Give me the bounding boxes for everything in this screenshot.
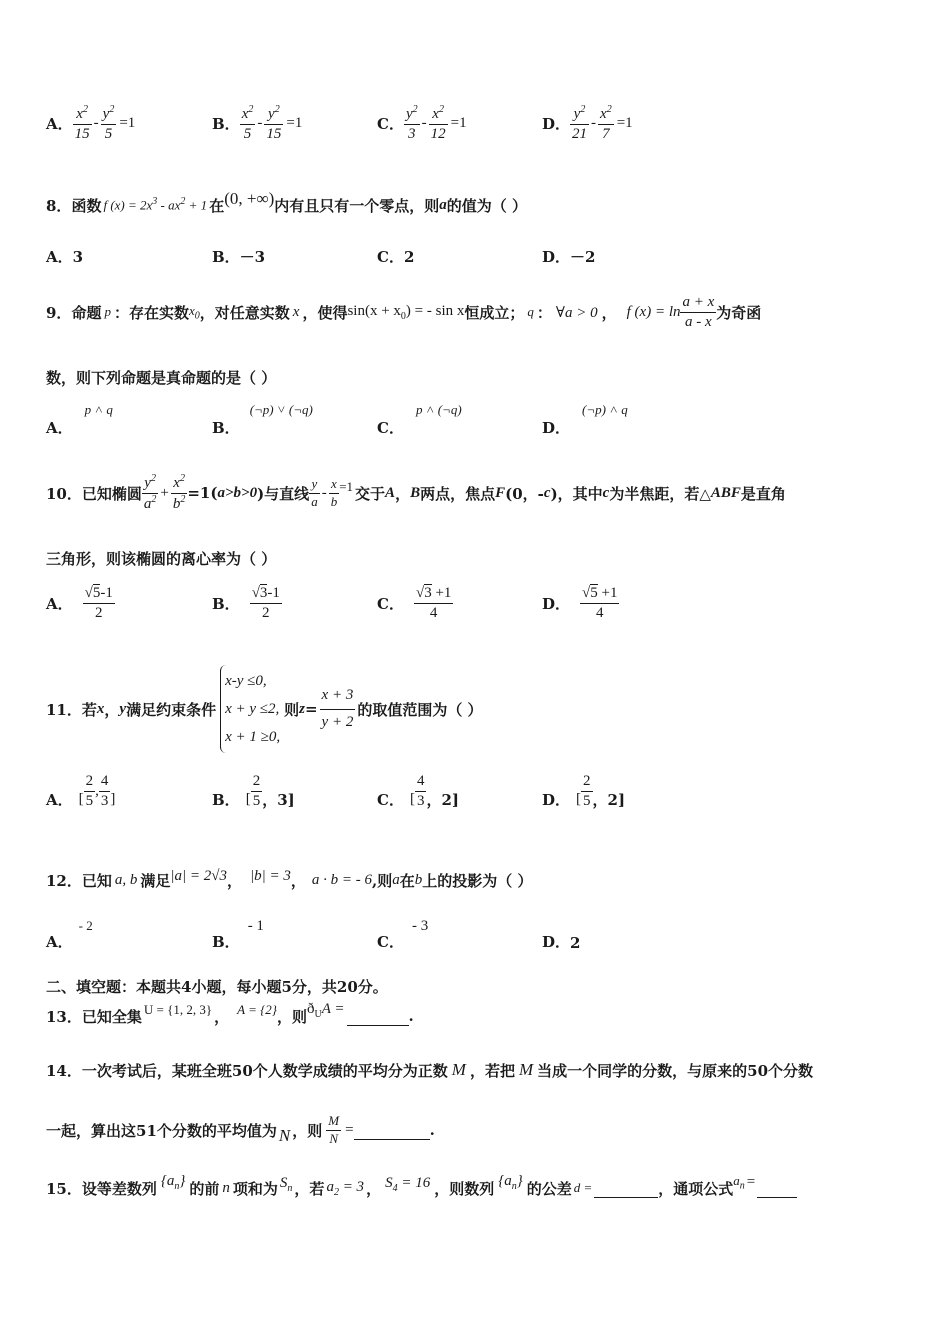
fraction: $\frac{y^2}{15}$: [266, 104, 282, 142]
q9-option-c: C． p ˄ (¬q): [377, 402, 462, 437]
answer-blank[interactable]: [757, 1179, 797, 1198]
fraction: $\frac{√3 +1}{4}$: [415, 585, 452, 621]
answer-blank[interactable]: [354, 1121, 430, 1140]
fraction: $\frac{M}{N}$: [328, 1113, 340, 1146]
fraction: $\frac{√5 +1}{4}$: [582, 585, 618, 621]
q9-option-a: A． p ˄ q: [46, 402, 113, 437]
q12-option-c: C． - 3: [377, 918, 429, 951]
fraction: $\frac{√3-1}{2}$: [251, 585, 280, 621]
fraction: $\frac{4}{3}$: [416, 773, 425, 809]
question-14: 14． 一次考试后，某班全班50个人数学成绩的平均分为正数 M ，若把 M 当成一个同学的分数，与原来的50个分数: [46, 1060, 814, 1080]
q7-option-d: D． $\frac{y^2}{21}$ - $\frac{x^2}{7}$ =1: [542, 104, 633, 142]
sequence-an: $\{a_n\}$: [160, 1172, 186, 1192]
fraction: $\frac{y^2}{21}$: [572, 104, 588, 142]
q7-option-c: C． $\frac{y^2}{3}$ - $\frac{x^2}{12}$ =1: [377, 104, 467, 142]
q11-option-c: C． [ $\frac{4}{3}$ ，2]: [377, 773, 459, 809]
answer-blank[interactable]: [347, 1007, 409, 1026]
sequence-an: $\{a_n\}$: [498, 1172, 523, 1192]
fraction: $\frac{2}{5}$: [252, 773, 261, 809]
q7-option-a: A． $\frac{x^2}{15}$ - $\frac{y^2}{5}$ =1: [46, 104, 136, 142]
question-14-line2: 一起，算出这51个分数的平均值为 N ，则 $\frac{M}{N}$ = .: [46, 1113, 435, 1146]
q9-line2: 数，则下列命题是真命题的是（ ）: [46, 369, 277, 387]
function-expr: f $(x) = 2x^3 - ax^2 + 1$: [103, 196, 208, 213]
fraction: $\frac{x}{b}$: [330, 476, 338, 509]
q7-option-b: B． $\frac{x^2}{5}$ - $\frac{y^2}{15}$ =1: [212, 104, 303, 142]
question-9: 9． 命题 p ：存在实数 $x_0$ ，对任意实数 x ，使得 $\sin(x + x_0)$ = - sin x 恒成立； q ： ∀a > 0 ， f (x) = ln $\frac{a + x}{a - x}$ 为奇函: [46, 293, 762, 330]
q10-line2: 三角形，则该椭圆的离心率为（ ）: [46, 550, 277, 568]
option-letter: A．: [46, 115, 73, 134]
q11-option-d: D． [ $\frac{2}{5}$ ，2]: [542, 773, 626, 809]
q8-option-a: A．3: [46, 248, 84, 266]
fraction: $\frac{2}{5}$: [583, 773, 591, 809]
question-12: 12． 已知 a, b 满足 |a| = 2√3 ， |b| = 3 ， a · b = - 6 ,则 a 在 b 上的投影为（ ）: [46, 867, 533, 890]
sin-expr: $\sin(x + x_0)$ = - sin x: [347, 302, 465, 322]
question-11: 11． 若 x ， y 满足约束条件 x-y ≤0, x + y ≤2, x + 1 ≥0, 则 z = $\frac{x + 3}{y + 2}$ 的取值范围为（ ）: [46, 664, 483, 754]
q8-option-b: B．－3: [212, 248, 266, 266]
interval: (0, +∞): [224, 189, 275, 208]
fraction: $\frac{y^2}{a^2}$: [143, 472, 157, 512]
option-letter: D．: [542, 115, 571, 134]
option-letter: B．: [212, 115, 240, 134]
fraction: $\frac{x^2}{12}$: [430, 104, 446, 142]
fraction: $\frac{x + 3}{y + 2}$: [320, 683, 356, 735]
fraction: $\frac{y^2}{3}$: [405, 104, 418, 142]
q10-option-c: C． $\frac{√3 +1}{4}$: [377, 585, 452, 621]
fraction: $\frac{2}{5}$: [85, 773, 94, 809]
fraction: $\frac{x^2}{b^2}$: [172, 472, 186, 512]
q11-option-b: B． [ $\frac{2}{5}$ ，3]: [212, 773, 295, 809]
question-15: 15． 设等差数列 $\{a_n\}$ 的前 n 项和为 $S_n$ ，若 $a_2 = 3$ ， $S_4 = 16$ ，则数列 $\{a_n\}$ 的公差 d = ，通项公式 $a_n$ =: [46, 1168, 797, 1208]
q9-option-d: D． (¬p) ˄ q: [542, 402, 628, 437]
question-8: 8． 函数 f $(x) = 2x^3 - ax^2 + 1$ 在 (0, +∞) 内有且只有一个零点，则 a 的值为（ ）: [46, 189, 527, 215]
fraction: $\frac{a + x}{a - x}$: [682, 293, 715, 330]
q11-option-a: A． [ $\frac{2}{5}$ , $\frac{4}{3}$ ]: [46, 773, 116, 809]
q12-option-a: A． - 2: [46, 918, 93, 951]
q10-option-b: B． $\frac{√3-1}{2}$: [212, 585, 280, 621]
q8-option-d: D．－2: [542, 248, 596, 266]
question-10: 10． 已知椭圆 $\frac{y^2}{a^2}$ + $\frac{x^2}{b^2}$ =1( a>b>0 )与直线 $\frac{y}{a}$ - $\frac{x}{b}$ =1 交于 A ， B 两点，焦点 F (0，- c )，其中 c 为半焦距，若△ ABF 是直角: [46, 472, 786, 512]
fraction: $\frac{x^2}{15}$: [74, 104, 90, 142]
q10-option-a: A． $\frac{√5-1}{2}$: [46, 585, 113, 621]
fraction: $\frac{√5-1}{2}$: [84, 585, 113, 621]
answer-blank[interactable]: [594, 1179, 658, 1198]
fraction: $\frac{x^2}{5}$: [241, 104, 254, 142]
q12-option-b: B． - 1: [212, 918, 264, 951]
fraction: $\frac{x^2}{7}$: [600, 104, 612, 142]
question-13: 13． 已知全集 U = {1, 2, 3} ， A = {2} ，则 $ð_UA$ = .: [46, 1000, 414, 1026]
fraction: $\frac{y^2}{5}$: [102, 104, 115, 142]
section-2-title: 二、填空题：本题共4小题，每小题5分，共20分。: [46, 978, 388, 996]
q12-option-d: D． 2: [542, 933, 581, 952]
option-letter: C．: [377, 115, 404, 134]
fraction: $\frac{4}{3}$: [100, 773, 109, 809]
q8-option-c: C．2: [377, 248, 415, 266]
fraction: $\frac{y}{a}$: [311, 476, 318, 509]
constraint-system: x-y ≤0, x + y ≤2, x + 1 ≥0,: [220, 665, 284, 753]
q9-option-b: B． (¬p) ˅ (¬q): [212, 402, 313, 437]
q10-option-d: D． $\frac{√5 +1}{4}$: [542, 585, 618, 621]
